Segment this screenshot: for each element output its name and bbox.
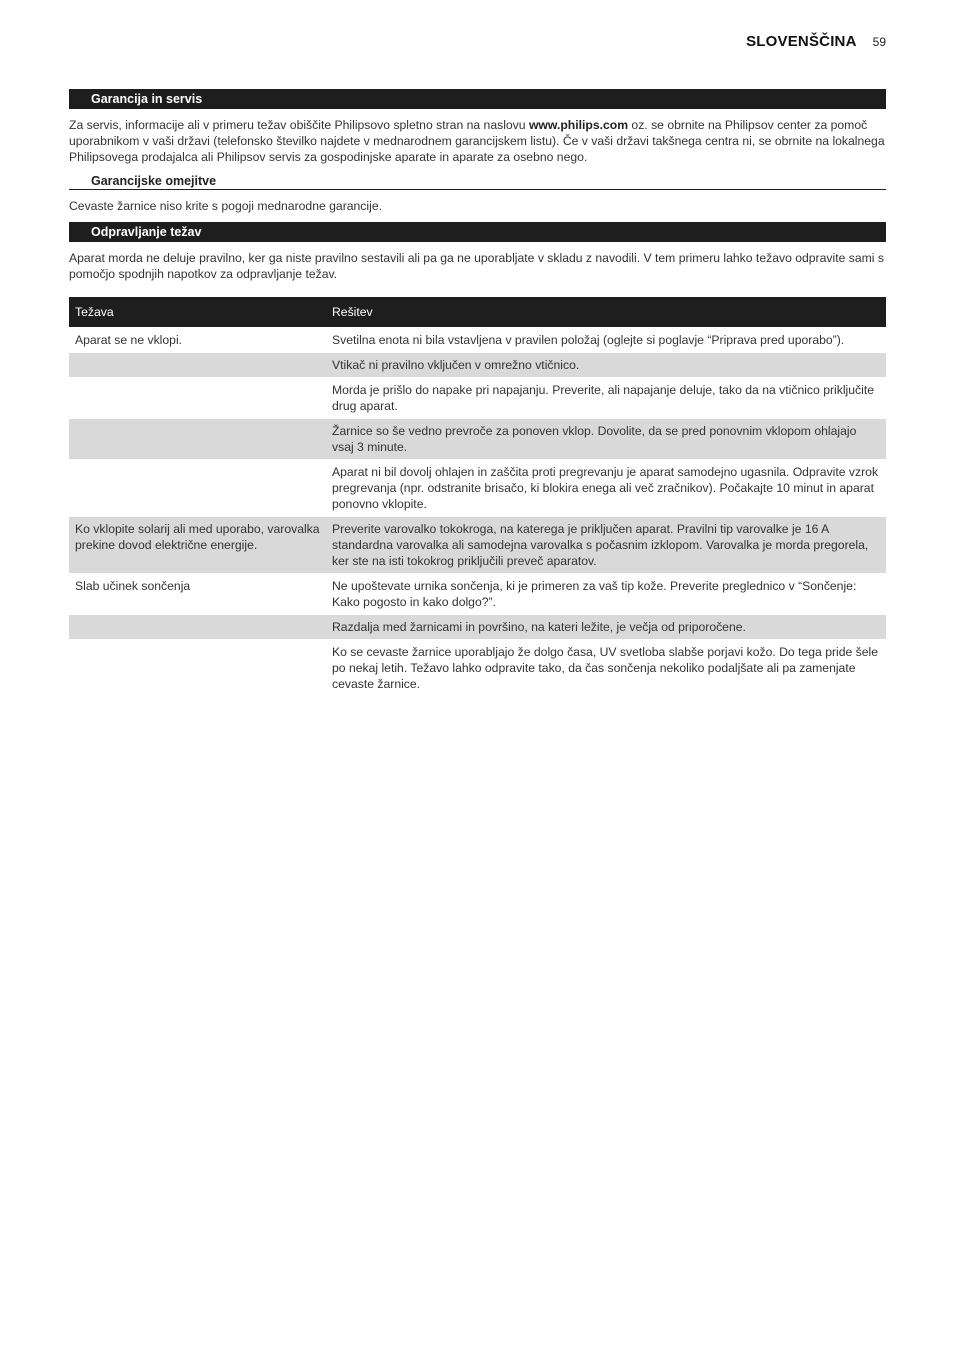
warranty-paragraph bbox=[69, 117, 886, 165]
warranty-text-end: oz. se obrnite na Philipsov center za pomoč uporabnikom v vaši državi (telefonsko številko najdete v mednarodnem garancijskem listu). Če v vaši državi takšnega centra ni, se obrnite na lokalnega Philipsovega prodajalca ali Philipsov servis za gospodinjske aparate in aparate za osebno nego. bbox=[69, 118, 885, 164]
page-header bbox=[746, 33, 886, 50]
problem-cell bbox=[69, 460, 326, 517]
problem-cell bbox=[69, 419, 326, 460]
solution-cell: Ne upoštevate urnika sončenja, ki je primeren za vaš tip kože. Preverite preglednico v “Sončenje: Kako pogosto in kako dolgo?”. bbox=[326, 574, 886, 615]
philips-website-link[interactable]: www.philips.com bbox=[528, 118, 629, 132]
problem-cell bbox=[69, 615, 326, 640]
section-title-troubleshooting: Odpravljanje težav bbox=[69, 222, 886, 242]
solution-cell: Svetilna enota ni bila vstavljena v pravilen položaj (oglejte si poglavje “Priprava pred uporabo”). bbox=[326, 328, 886, 353]
table-row bbox=[69, 378, 886, 419]
solution-cell: Preverite varovalko tokokroga, na katerega je priključen aparat. Pravilni tip varovalke je 16 A standardna varovalka ali samodejna varovalka s počasnim izklopom. Varovalka je morda pregorela, ker ste na isti tokokrog priključili preveč aparatov. bbox=[326, 517, 886, 574]
solution-cell: Aparat ni bil dovolj ohlajen in zaščita proti pregrevanju je aparat samodejno ugasnila. Odpravite vzrok pregrevanja (npr. odstranite brisačo, ki blokira enega ali več zračnikov). Počakajte 10 minut in aparat ponovno vklopite. bbox=[326, 460, 886, 517]
page-content bbox=[69, 89, 886, 696]
column-header-problem: Težava bbox=[69, 297, 326, 328]
solution-cell: Ko se cevaste žarnice uporabljajo že dolgo časa, UV svetloba slabše porjavi kožo. Do tega pride šele po nekaj letih. Težavo lahko odpravite tako, da čas sončenja nekoliko podaljšate ali pa zamenjate cevaste žarnice. bbox=[326, 640, 886, 697]
problem-cell bbox=[69, 378, 326, 419]
table-row bbox=[69, 419, 886, 460]
problem-cell: Aparat se ne vklopi. bbox=[69, 328, 326, 353]
table-row bbox=[69, 353, 886, 378]
table-header-row bbox=[69, 297, 886, 328]
solution-cell: Žarnice so še vedno prevroče za ponoven vklop. Dovolite, da se pred ponovnim vklopom ohlajajo vsaj 3 minute. bbox=[326, 419, 886, 460]
troubleshooting-intro: Aparat morda ne deluje pravilno, ker ga niste pravilno sestavili ali pa ga ne uporabljate v skladu z navodili. V tem primeru lahko težavo odpravite sami s pomočjo spodnjih napotkov za odpravljanje težav. bbox=[69, 251, 884, 281]
table-row bbox=[69, 615, 886, 640]
column-header-solution: Rešitev bbox=[326, 297, 886, 328]
problem-cell: Slab učinek sončenja bbox=[69, 574, 326, 615]
table-row bbox=[69, 328, 886, 353]
table-row bbox=[69, 460, 886, 517]
table-row bbox=[69, 517, 886, 574]
warranty-text-start: Za servis, informacije ali v primeru težav obiščite Philipsovo spletno stran na naslovu bbox=[69, 118, 529, 132]
solution-cell: Vtikač ni pravilno vključen v omrežno vtičnico. bbox=[326, 353, 886, 378]
table-row bbox=[69, 640, 886, 697]
problem-cell bbox=[69, 353, 326, 378]
solution-cell: Razdalja med žarnicami in površino, na kateri ležite, je večja od priporočene. bbox=[326, 615, 886, 640]
problem-cell: Ko vklopite solarij ali med uporabo, varovalka prekine dovod električne energije. bbox=[69, 517, 326, 574]
warranty-limits-paragraph: Cevaste žarnice niso krite s pogoji mednarodne garancije. bbox=[69, 199, 382, 213]
troubleshooting-table bbox=[69, 297, 886, 696]
solution-cell: Morda je prišlo do napake pri napajanju. Preverite, ali napajanje deluje, tako da na vtičnico priključite drug aparat. bbox=[326, 378, 886, 419]
language-label: SLOVENŠČINA bbox=[746, 33, 857, 50]
subsection-title-warranty-limits: Garancijske omejitve bbox=[69, 174, 886, 190]
section-title-warranty: Garancija in servis bbox=[69, 89, 886, 109]
page-number: 59 bbox=[872, 35, 886, 49]
table-row bbox=[69, 574, 886, 615]
problem-cell bbox=[69, 640, 326, 697]
